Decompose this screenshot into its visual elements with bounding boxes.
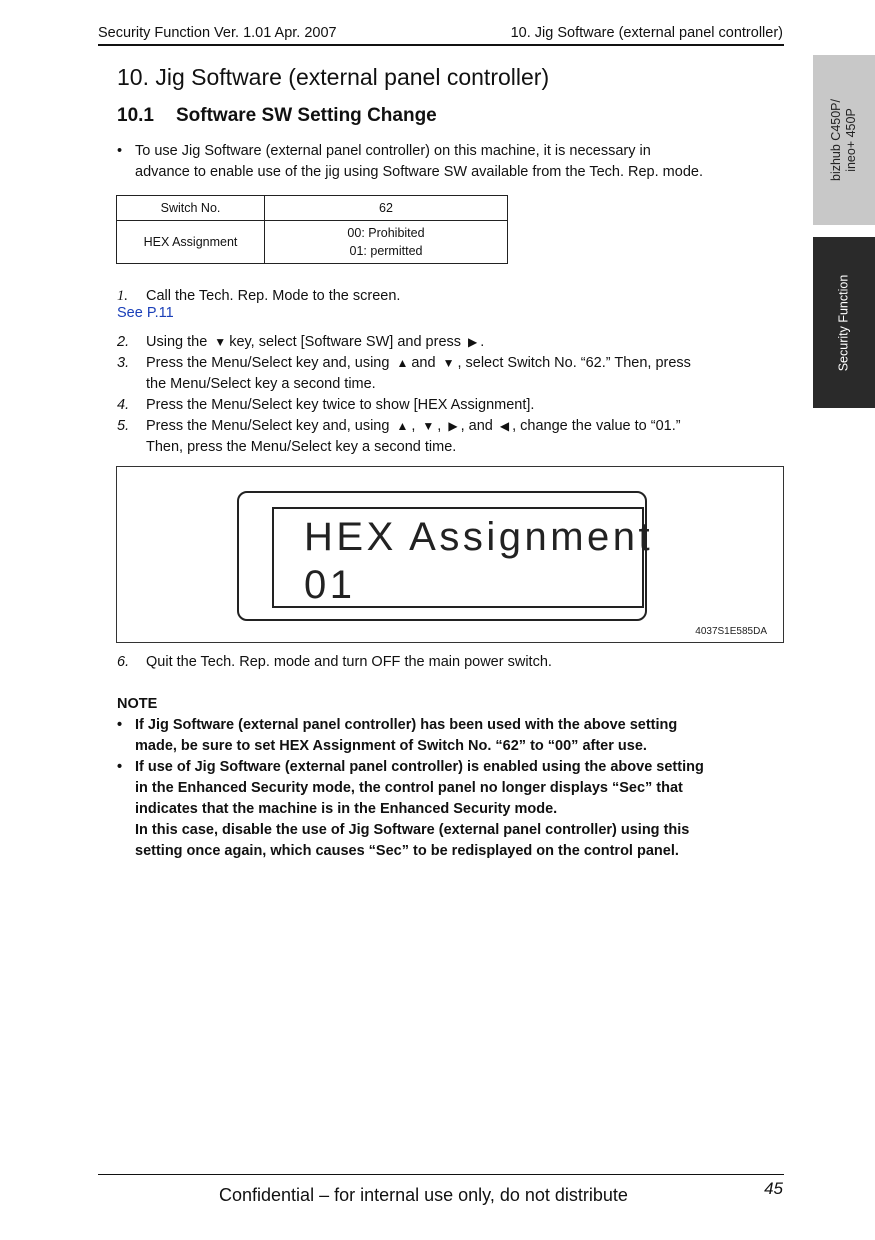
- footer-text: Confidential – for internal use only, do not distribute: [219, 1185, 628, 1205]
- bullet-glyph: •: [117, 759, 123, 775]
- intro-bullet-item: [117, 141, 787, 183]
- lcd-line-1: HEX Assignment: [304, 515, 654, 559]
- note-line: indicates that the machine is in the Enhanced Security mode.: [135, 801, 558, 817]
- step-text: Press the Menu/Select key and, using: [146, 355, 390, 371]
- step-text: , and: [460, 418, 493, 434]
- note-line: In this case, disable the use of Jig Software (external panel controller) using this: [135, 822, 690, 838]
- side-tab-model-label: [829, 99, 859, 181]
- note-bullet-1: [117, 715, 787, 757]
- page-number: 45: [764, 1179, 783, 1198]
- left-arrow-icon: ◀: [499, 419, 510, 433]
- table-value-line-1: 00: Prohibited: [347, 226, 425, 240]
- step-text: Press the Menu/Select key twice to show [HEX Assignment].: [146, 397, 535, 413]
- section-number: 10.1: [117, 105, 154, 126]
- note-bullet-2: [117, 757, 787, 862]
- table-row: [117, 196, 508, 221]
- step-5: [117, 416, 787, 458]
- step-number: 5.: [117, 418, 130, 434]
- software-sw-table: [116, 195, 508, 264]
- note-line: If use of Jig Software (external panel controller) is enabled using the above setting: [135, 759, 704, 775]
- table-cell-value: 62: [265, 196, 508, 221]
- footer-rule: [98, 1174, 784, 1175]
- note-title: NOTE: [117, 696, 158, 712]
- step-text: the Menu/Select key a second time.: [146, 376, 376, 392]
- header-left-text: Security Function Ver. 1.01 Apr. 2007: [98, 25, 337, 41]
- step-2: [117, 332, 787, 353]
- step-text: Call the Tech. Rep. Mode to the screen.: [146, 288, 401, 304]
- note-line: If Jig Software (external panel controller) has been used with the above setting: [135, 717, 678, 733]
- step-text: .: [480, 334, 485, 350]
- lcd-display: [272, 507, 654, 608]
- section-title: Software SW Setting Change: [176, 105, 437, 126]
- down-arrow-icon: ▼: [214, 335, 227, 349]
- lcd-panel-frame: [237, 491, 654, 621]
- table-row: [117, 221, 508, 264]
- step-number: 1.: [117, 288, 128, 304]
- header-right-text: 10. Jig Software (external panel controller): [510, 25, 783, 41]
- up-arrow-icon: ▲: [396, 419, 409, 433]
- step-number: 4.: [117, 397, 130, 413]
- step-text: , select Switch No. “62.” Then, press: [457, 355, 691, 371]
- step-number: 2.: [117, 334, 130, 350]
- table-cell-value: [265, 221, 508, 264]
- header-rule: [98, 44, 784, 46]
- bullet-glyph: •: [117, 717, 123, 733]
- up-arrow-icon: ▲: [396, 356, 409, 370]
- side-tab-model: [813, 55, 875, 225]
- note-line: in the Enhanced Security mode, the control panel no longer displays “Sec” that: [135, 780, 683, 796]
- step-text: Quit the Tech. Rep. mode and turn OFF the main power switch.: [146, 654, 552, 670]
- step-text: and: [411, 355, 436, 371]
- side-tab-model-line2: ineo+ 450P: [844, 108, 858, 172]
- intro-line-2: advance to enable use of the jig using Software SW available from the Tech. Rep. mode.: [135, 164, 703, 180]
- step-text: , change the value to “01.”: [512, 418, 681, 434]
- side-tab-section-label: Security Function: [836, 274, 851, 371]
- note-line: setting once again, which causes “Sec” to be redisplayed on the control panel.: [135, 843, 679, 859]
- right-arrow-icon: ▶: [468, 335, 478, 349]
- bullet-glyph: •: [117, 143, 123, 159]
- step-number: 6.: [117, 654, 130, 670]
- step-text: Using the: [146, 334, 208, 350]
- side-tab-section: [813, 237, 875, 408]
- down-arrow-icon: ▼: [442, 356, 455, 370]
- table-value-line-2: 01: permitted: [349, 244, 423, 258]
- down-arrow-icon: ▼: [422, 419, 435, 433]
- step-number: 3.: [117, 355, 130, 371]
- step-text: key, select [Software SW] and press: [229, 334, 462, 350]
- intro-line-1: To use Jig Software (external panel controller) on this machine, it is necessary in: [135, 143, 651, 159]
- side-tab-model-line1: bizhub C450P/: [829, 98, 843, 182]
- step-text: ,: [411, 418, 416, 434]
- step-6: [117, 652, 787, 673]
- figure-code: 4037S1E585DA: [695, 626, 767, 637]
- lcd-figure: [116, 466, 784, 643]
- section-heading: [117, 105, 437, 127]
- table-cell-label: Switch No.: [117, 196, 265, 221]
- step-3: [117, 353, 787, 395]
- see-page-link[interactable]: See P.11: [117, 305, 174, 321]
- step-text: Then, press the Menu/Select key a second time.: [146, 439, 457, 455]
- step-text: ,: [437, 418, 442, 434]
- step-text: Press the Menu/Select key and, using: [146, 418, 390, 434]
- note-line: made, be sure to set HEX Assignment of Switch No. “62” to “00” after use.: [135, 738, 647, 754]
- table-cell-label: HEX Assignment: [117, 221, 265, 264]
- step-4: [117, 395, 787, 416]
- page-title: 10. Jig Software (external panel controller): [117, 64, 550, 90]
- lcd-line-2: 01: [304, 563, 356, 607]
- right-arrow-icon: ▶: [448, 419, 458, 433]
- step-1: [117, 286, 787, 307]
